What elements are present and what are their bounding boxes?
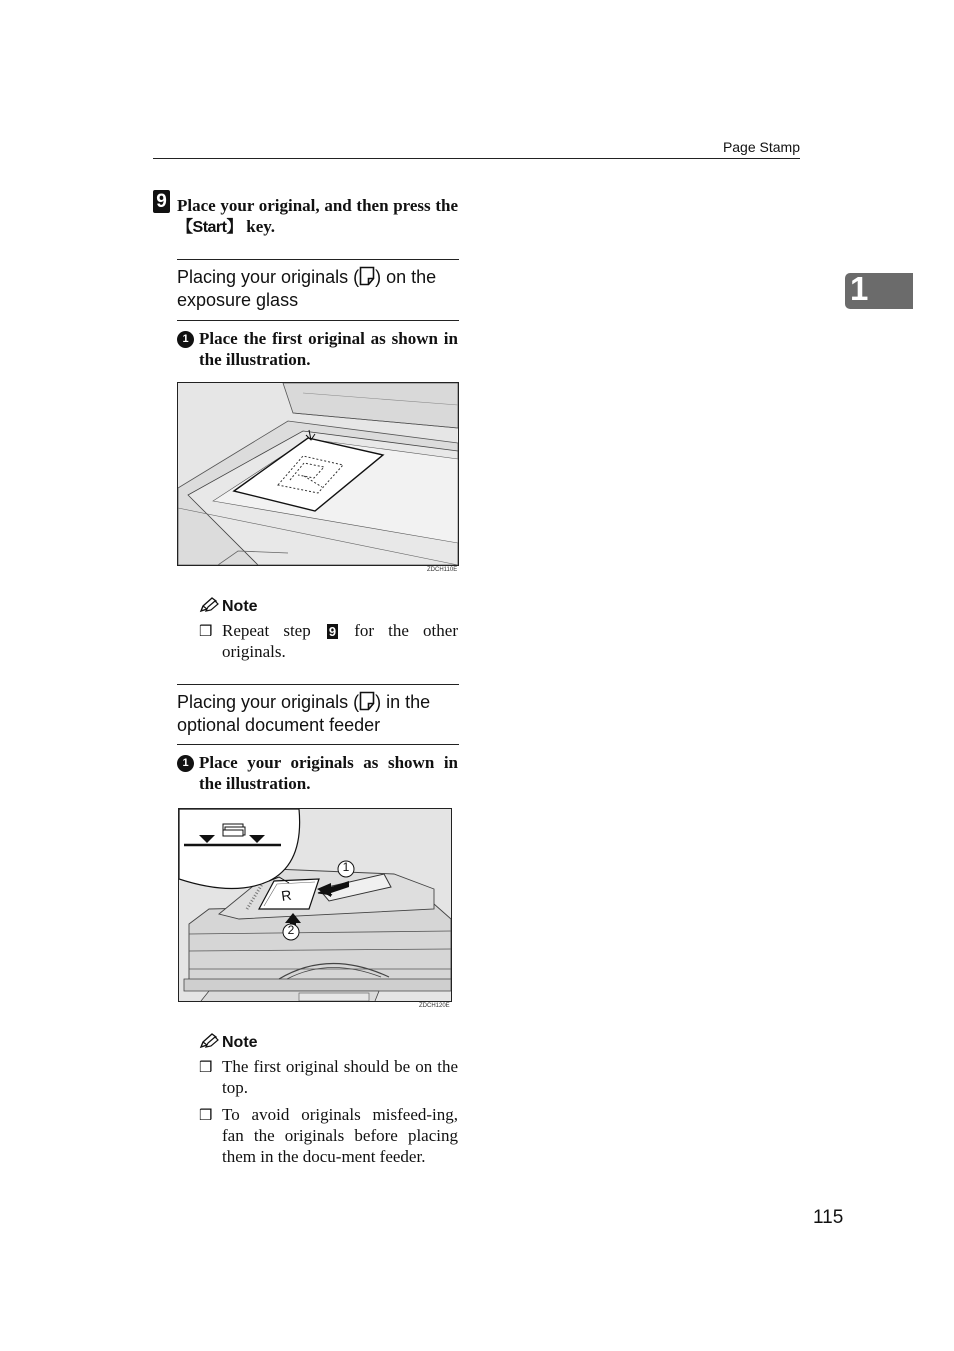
- section2-bottom-rule: [177, 744, 459, 745]
- section1-title-start: Placing your originals (: [177, 267, 360, 287]
- figure2-code: ZDCH120E: [419, 1003, 450, 1009]
- page-number: 115: [813, 1207, 844, 1228]
- note1-step-ref: 9: [328, 624, 337, 639]
- section2-title-start: Placing your originals (: [177, 692, 360, 712]
- note1-text: [222, 620, 458, 662]
- chapter-tab: [845, 270, 913, 309]
- note2-heading: Note: [222, 1034, 258, 1051]
- section1-title: [177, 266, 467, 312]
- step-text-start: Place your original, and then press the: [177, 196, 458, 215]
- document-feeder-illustration: [178, 808, 452, 1002]
- substep1-text: Place the first original as shown in the illustration.: [199, 329, 458, 369]
- note2-bullet-2: ❒: [199, 1107, 213, 1124]
- note2-item-1: The first original should be on the top.: [222, 1057, 458, 1097]
- figure1-code: ZDCH110E: [427, 567, 458, 573]
- exposure-glass-drawing: [178, 383, 458, 565]
- step-text-end: key.: [241, 217, 276, 236]
- section2-top-rule: [177, 684, 459, 685]
- header-rule: [153, 158, 800, 159]
- note2-bullet-1: ❒: [199, 1059, 213, 1076]
- step-instruction: [177, 195, 458, 238]
- section1-top-rule: [177, 259, 459, 260]
- note1-bullet: ❒: [199, 623, 213, 640]
- portrait-original-icon: [359, 266, 375, 286]
- section1-title-end: ) on the exposure glass: [177, 267, 437, 310]
- substep1-number: 1: [177, 331, 194, 348]
- step-number-badge: 9: [153, 190, 170, 213]
- note1-text-start: Repeat step: [222, 621, 325, 640]
- section2-title-end: ) in the optional document feeder: [177, 692, 431, 735]
- document-feeder-drawing: [179, 809, 451, 1001]
- note1-pencil-icon: [199, 597, 219, 618]
- section1-bottom-rule: [177, 320, 459, 321]
- exposure-glass-illustration: [177, 382, 459, 566]
- start-key-open: 【: [177, 219, 193, 236]
- note2-item-2: To avoid originals misfeed-ing, fan the originals before placing them in the docu-ment feeder.: [222, 1105, 458, 1166]
- start-key-label: Start: [192, 219, 227, 236]
- callout-2: 2: [287, 923, 295, 937]
- substep2-text: Place your originals as shown in the illustration.: [199, 753, 458, 793]
- callout-1: 1: [342, 860, 350, 874]
- portrait-original-icon-2: [359, 691, 375, 711]
- section2-title: [177, 691, 467, 737]
- note1-heading: Note: [222, 598, 258, 615]
- running-header: Page Stamp: [722, 139, 800, 155]
- chapter-tab-number: 1: [850, 270, 869, 307]
- svg-text:R: R: [280, 886, 293, 904]
- note1-text-end: for the other originals.: [222, 621, 458, 661]
- start-key-close: 】: [226, 219, 242, 236]
- substep2-number: 1: [177, 755, 194, 772]
- note2-pencil-icon: [199, 1033, 219, 1054]
